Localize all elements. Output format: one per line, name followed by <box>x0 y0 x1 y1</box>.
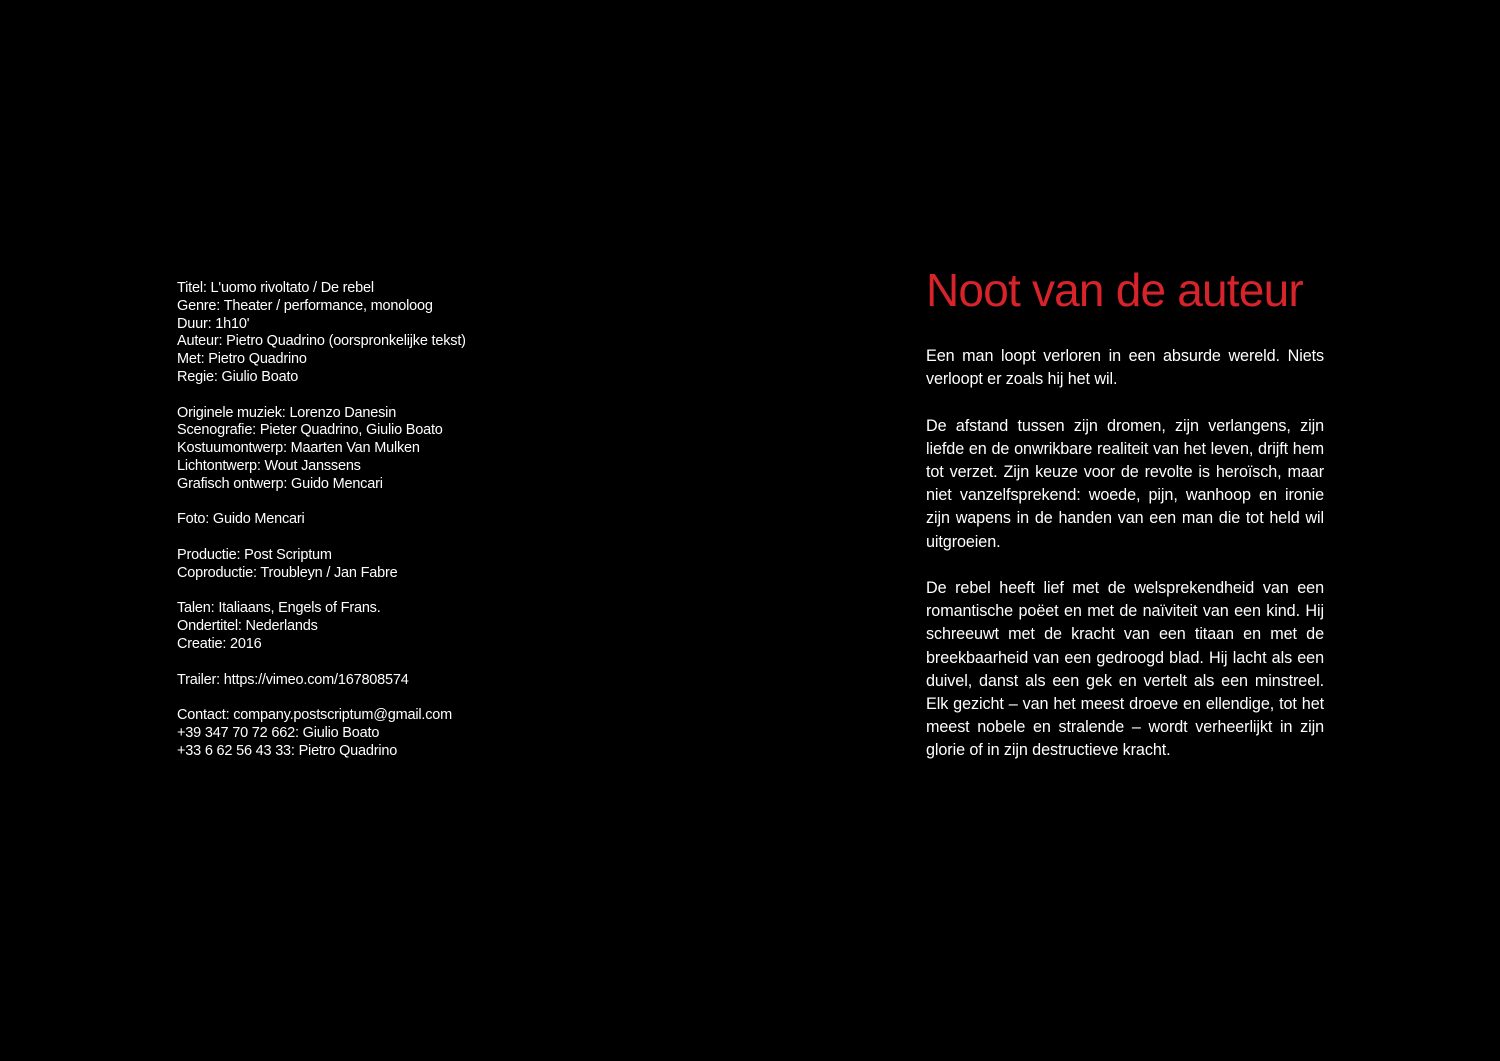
credit-line: Talen: Italiaans, Engels of Frans. <box>177 600 381 617</box>
credit-line: Regie: Giulio Boato <box>177 368 299 385</box>
note-title: Noot van de auteur <box>926 264 1303 316</box>
credit-line: Scenografie: Pieter Quadrino, Giulio Boato <box>177 422 443 439</box>
note-paragraph: De rebel heeft lief met de welsprekendheid van een romantische poëet en met de naïviteit van een kind. Hij schreeuwt met de kracht van een titaan en met de breekbaarheid van een gedroogd blad. Hij lacht als een duivel, danst als een gek en vertelt als een minstreel. Elk gezicht – van het meest droeve en ellendige, tot het meest nobele en stralende – wordt verheerlijkt in zijn glorie of in zijn destructieve kracht. <box>926 579 1324 760</box>
credits-group-producers <box>177 547 597 583</box>
credit-line: Foto: Guido Mencari <box>177 511 305 528</box>
credit-line: Ondertitel: Nederlands <box>177 618 318 635</box>
credits-group-trailer <box>177 672 597 690</box>
credit-line: Genre: Theater / performance, monoloog <box>177 297 433 314</box>
credit-line: Creatie: 2016 <box>177 635 262 652</box>
credit-line: Productie: Post Scriptum <box>177 546 332 563</box>
credit-line: Grafisch ontwerp: Guido Mencari <box>177 475 383 492</box>
note-paragraph: De afstand tussen zijn dromen, zijn verlangens, zijn liefde en de onwrikbare realiteit van het leven, drijft hem tot verzet. Zijn keuze voor de revolte is heroïsch, maar niet vanzelfsprekend: woede, pijn, wanhoop en ironie zijn wapens in de handen van een man die tot held wil uitgroeien. <box>926 416 1324 551</box>
author-note <box>926 262 1324 786</box>
credit-line: Kostuumontwerp: Maarten Van Mulken <box>177 440 420 457</box>
credit-line: Coproductie: Troubleyn / Jan Fabre <box>177 564 398 581</box>
contact-phone[interactable]: +39 347 70 72 662: Giulio Boato <box>177 724 380 741</box>
credits-group-production-info <box>177 280 597 387</box>
credits-group-contact <box>177 707 597 760</box>
credits-group-languages <box>177 600 597 653</box>
credit-line: Duur: 1h10' <box>177 315 250 332</box>
trailer-link[interactable]: Trailer: https://vimeo.com/167808574 <box>177 671 409 688</box>
credits-group-photo <box>177 511 597 529</box>
note-paragraph: Een man loopt verloren in een absurde wereld. Niets verloopt er zoals hij het wil. <box>926 347 1324 389</box>
credit-line: Auteur: Pietro Quadrino (oorspronkelijke tekst) <box>177 333 466 350</box>
credit-line: Lichtontwerp: Wout Janssens <box>177 457 361 474</box>
credit-line: Originele muziek: Lorenzo Danesin <box>177 404 397 421</box>
credit-line: Met: Pietro Quadrino <box>177 351 307 368</box>
credit-line: Titel: L'uomo rivoltato / De rebel <box>177 280 374 296</box>
credits-list <box>177 280 597 778</box>
credits-group-design <box>177 405 597 494</box>
contact-phone[interactable]: +33 6 62 56 43 33: Pietro Quadrino <box>177 742 398 759</box>
contact-email[interactable]: Contact: company.postscriptum@gmail.com <box>177 707 452 724</box>
